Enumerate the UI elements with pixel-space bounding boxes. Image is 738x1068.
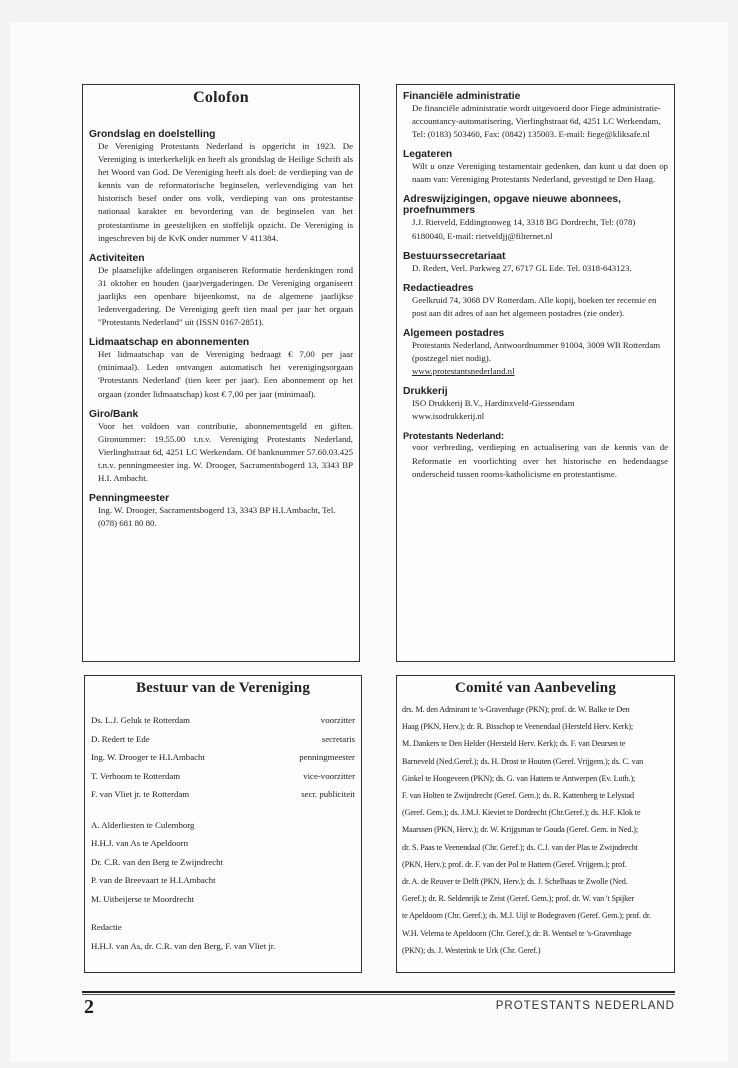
website-link[interactable]: www.protestantsnederland.nl — [412, 366, 515, 377]
section-penningmeester — [89, 493, 353, 530]
section-postadres — [403, 328, 668, 378]
comite-line: F. van Holten te Zwijndrecht (Geref. Gem.); ds. R. Kattenberg te Lelystad — [402, 791, 634, 801]
section-body: Ing. W. Drooger, Sacramentsbogerd 13, 3343 BP H.I.Ambacht, Tel. (078) 681 80 80. — [98, 505, 336, 529]
section-title: Legateren — [403, 149, 453, 161]
member-item: A. Alderliesten te Culemborg — [91, 819, 195, 830]
section-grondslag — [89, 129, 353, 245]
officer-row — [91, 711, 355, 730]
officer-name: D. Redert te Ede — [91, 733, 150, 744]
officer-role: secretaris — [321, 733, 355, 744]
section-body: voor verbreding, verdieping en actualisering van de kennis van de Reformatie en voorlichting over het historische en hedendaagse onderscheid tussen rooms-katholicisme en protestantisme. — [412, 442, 668, 479]
section-body: ISO Drukkerij B.V., Hardinxveld-Giessendam — [412, 398, 575, 409]
section-body: De financiële administratie wordt uitgevoerd door Fiege administratie-accountancy-automatisering, Vierlinghstraat 6d, 4251 LC Werkendam, Tel: (0183) 503460, Fax: (0842) 135003. E-mail: fiege@kliksafe.nl — [412, 103, 661, 140]
comite-line: (PKN); ds. J. Westerink te Urk (Chr. Geref.) — [402, 945, 541, 955]
section-bestuurssecretariaat — [403, 251, 668, 275]
comite-line: (PKN, Herv.); prof. dr. F. van der Pol te Hattem (Geref. Vrijgem.); prof. — [402, 859, 627, 869]
printer-website: www.isodrukkerij.nl — [412, 411, 485, 422]
section-title: Bestuurssecretariaat — [403, 250, 506, 262]
section-adreswijzigingen — [403, 194, 668, 242]
footer-rule-thin — [82, 994, 675, 995]
comite-line: te Apeldoorn (Chr. Geref.); ds. M.J. Uijl te Bodegraven (Geref. Gem.); prof. dr. — [402, 911, 651, 921]
section-title: Penningmeester — [89, 493, 170, 505]
section-title: Drukkerij — [403, 386, 448, 398]
section-legateren — [403, 149, 668, 186]
publication-name: PROTESTANTS NEDERLAND — [495, 1000, 675, 1012]
section-financien — [403, 91, 668, 141]
comite-line: Ginkel te Hoogeveen (PKN); ds. G. van Hattem te Antwerpen (Ev. Luth.); — [402, 773, 636, 783]
officer-role: voorzitter — [320, 715, 355, 725]
comite-line: M. Dankers te Den Helder (Hersteld Herv. Kerk); ds. F. van Deursen te — [402, 739, 626, 749]
section-title: Redactieadres — [403, 282, 474, 294]
section-title: Protestants Nederland: — [403, 431, 505, 442]
section-body: Het lidmaatschap van de Vereniging bedraagt € 7,00 per jaar (minimaal). Leden ontvangen automatisch het verenigingsorgaan 'Protestants Nederland' (tien keer per jaar). Een abonnement op het orgaan (zonder lidmaatschap) kost € 7,00 per jaar (minimaal). — [98, 349, 353, 399]
comite-line: Maarssen (PKN, Herv.); dr. W. Krijgsman te Gouda (Geref. Gem. in Ned.); — [402, 825, 639, 835]
member-item: P. van de Breevaart te H.I.Ambacht — [91, 875, 216, 885]
comite-line: (Geref. Gem.); ds. J.M.J. Kieviet te Dordrecht (Chr.Geref.); ds. H.F. Klok te — [402, 808, 641, 818]
comite-box — [396, 675, 675, 973]
section-body: Protestants Nederland, Antwoordnummer 91004, 3009 WB Rotterdam (postzegel niet nodig). — [412, 339, 661, 364]
comite-line: Geref.); dr. R. Seldenrijk te Zeist (Geref. Gem.); prof. dr. W. van 't Spijker — [402, 894, 635, 904]
section-body: De Vereniging Protestants Nederland is opgericht in 1923. De Vereniging is interkerkelijk en heeft als grondslag de Heilige Schrift als het Woord van God. De Vereniging heeft als doel: de verdieping van de kennis van de reformatorische beginselen, verlevendiging van het historisch besef onder ons volk, verdieping van ons protestantse nationaal karakter en bevordering van de beginselen van het protestantisme in geestelijken en stoffelijk opzicht. De Vereniging is ingeschreven bij de KvK onder nummer V 411384. — [98, 141, 353, 243]
officer-row — [91, 730, 355, 749]
redactie-label: Redactie — [91, 922, 122, 932]
bestuur-title: Bestuur van de Vereniging — [135, 680, 311, 696]
redactie-members: H.H.J. van As, dr. C.R. van den Berg, F. van Vliet jr. — [91, 940, 276, 951]
section-body: J.J. Rietveld, Eddingtonweg 14, 3318 BG Dordrecht, Tel: (078) 6180040, E-mail: rietveldjj@filternet.nl — [412, 217, 636, 241]
officer-row — [91, 767, 355, 786]
member-item: Dr. C.R. van den Berg te Zwijndrecht — [91, 856, 224, 867]
colofon-title: Colofon — [193, 89, 249, 106]
section-title: Grondslag en doelstelling — [89, 129, 216, 140]
section-redactieadres — [403, 283, 668, 320]
info-box — [396, 84, 675, 662]
officers-list — [91, 711, 355, 804]
footer-rule — [82, 991, 675, 993]
section-title: Financiële administratie — [403, 91, 521, 102]
section-title: Activiteiten — [89, 252, 145, 264]
officer-name: Ds. L.J. Geluk te Rotterdam — [91, 715, 190, 725]
section-giro — [89, 409, 353, 485]
officer-name: Ing. W. Drooger te H.I.Ambacht — [91, 752, 205, 762]
section-drukkerij — [403, 386, 668, 423]
section-body: Voor het voldoen van contributie, abonnementsgeld en giften. Gironummer: 19.55.00 t.n.v. Vereniging Protestants Nederland, Vierlinghstraat 6d, 4251 LC Werkendam. Of banknummer 57.60.03.425 t.n.v. penningmeester ing. W. Drooger, Sacramentsbogerd 13, 3343 BP H.I. Ambacht. — [98, 420, 353, 483]
section-body: Geelkruid 74, 3068 DV Rotterdam. Alle kopij, boeken ter recensie en post aan dit adres of aan het algemeen postadres (zie onder). — [412, 294, 657, 318]
comite-line: W.H. Velema te Apeldoorn (Chr. Geref.); dr. B. Wentsel te 's-Gravenhage — [402, 928, 632, 938]
comite-title: Comité van Aanbeveling — [454, 680, 617, 696]
officer-name: F. van Vliet jr. te Rotterdam — [91, 789, 190, 799]
members-list — [91, 816, 355, 909]
member-item: M. Uitbeijerse te Moordrecht — [91, 893, 195, 904]
officer-name: T. Verboom te Rotterdam — [91, 770, 181, 781]
section-body: Wilt u onze Vereniging testamentair gedenken, dan kunt u dat doen op naam van: Vereniging Protestants Nederland, gevestigd te Den Haag. — [412, 161, 668, 185]
comite-line: Haag (PKN, Herv.); dr. R. Bisschop te Veenendaal (Hersteld Herv. Kerk); — [402, 722, 634, 732]
section-title: Adreswijzigingen, opgave nieuwe abonnees, proefnummers — [403, 194, 621, 217]
comite-line: dr. S. Paas te Veenendaal (Chr. Geref.); ds. C.J. van der Plas te Zwijndrecht — [402, 842, 638, 852]
comite-line: dr. A. de Reuver te Delft (PKN, Herv.); ds. J. Schelhaas te Zwolle (Ned. — [402, 877, 628, 887]
bestuur-box — [84, 675, 362, 973]
page-number: 2 — [84, 996, 94, 1018]
comite-members — [402, 701, 669, 959]
section-mission — [403, 431, 668, 480]
colofon-box — [82, 84, 360, 662]
section-body: D. Redert, Verl. Parkweg 27, 6717 GL Ede. Tel. 0318-643123. — [412, 262, 632, 273]
section-title: Giro/Bank — [89, 408, 139, 420]
officer-role: secr. publiciteit — [301, 789, 355, 799]
member-item: H.H.J. van As te Apeldoorn — [91, 838, 189, 848]
comite-line: drs. M. den Admirant te 's-Gravenhage (PKN); prof. dr. W. Balke te Den — [402, 705, 630, 714]
section-body: De plaatselijke afdelingen organiseren Reformatie herdenkingen rond 31 oktober en houden (jaar)vergaderingen. De Vereniging organiseert jaarlijks een openbare bijeenkomst, na de algemene jaarlijkse ledenvergadering. De Vereniging geeft tien maal per jaar het orgaan "Protestants Nederland" uit (ISSN 0167-2851). — [98, 264, 353, 328]
comite-line: Barneveld (Ned.Geref.); ds. H. Drost te Houten (Geref. Vrijgem.); ds. C. van — [402, 756, 644, 766]
section-title: Lidmaatschap en abonnementen — [89, 337, 250, 349]
section-activiteiten — [89, 253, 353, 329]
officer-role: penningmeester — [299, 752, 355, 762]
officer-row — [91, 748, 355, 767]
officer-row — [91, 785, 355, 804]
officer-role: vice-voorzitter — [303, 770, 355, 781]
section-lidmaatschap — [89, 337, 353, 400]
section-title: Algemeen postadres — [403, 327, 505, 339]
